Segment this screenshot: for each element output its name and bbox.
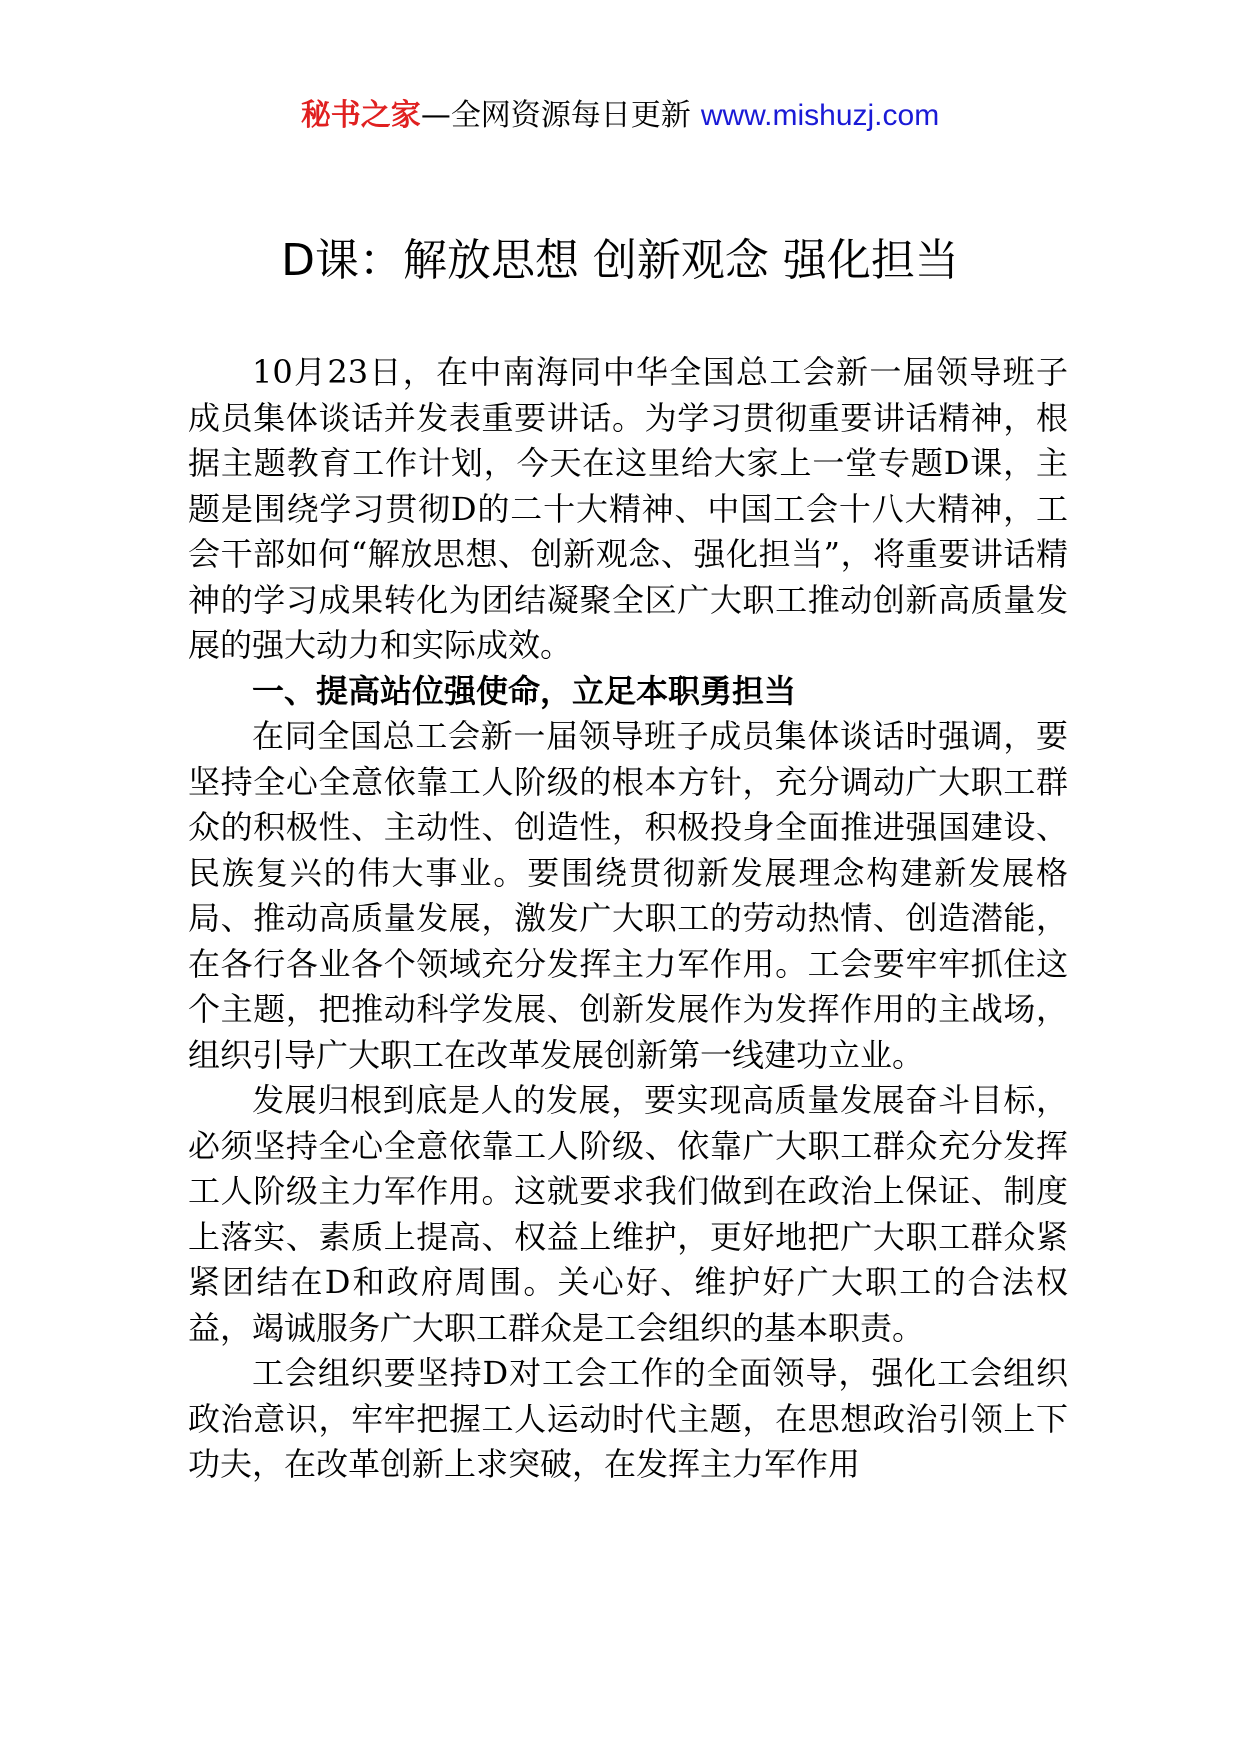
site-header [0, 96, 1240, 136]
section-heading-1: 一、提高站位强使命，立足本职勇担当 [252, 671, 797, 710]
site-tagline: —全网资源每日更新 [420, 98, 691, 133]
site-url[interactable]: www.mishuzj.com [700, 99, 940, 132]
paragraph-2: 发展归根到底是人的发展，要实现高质量发展奋斗目标，必须坚持全心全意依靠工人阶级、依靠广大职工群众充分发挥工人阶级主力军作用。这就要求我们做到在政治上保证、制度上落实、素质上提高、权益上维护，更好地把广大职工群众紧紧团结在D和政府周围。关心好、维护好广大职工的合法权益，竭诚服务广大职工群众是工会组织的基本职责。 [188, 1081, 1068, 1347]
document-body [188, 350, 1068, 1488]
paragraph-3: 工会组织要坚持D对工会工作的全面领导，强化工会组织政治意识，牢牢把握工人运动时代主题，在思想政治引领上下功夫，在改革创新上求突破，在发挥主力军作用 [188, 1354, 1068, 1483]
paragraph-intro: 10月23日，在中南海同中华全国总工会新一届领导班子成员集体谈话并发表重要讲话。为学习贯彻重要讲话精神，根据主题教育工作计划，今天在这里给大家上一堂专题D课，主题是围绕学习贯彻D的二十大精神、中国工会十八大精神，工会干部如何“解放思想、创新观念、强化担当”，将重要讲话精神的学习成果转化为团结凝聚全区广大职工推动创新高质量发展的强大动力和实际成效。 [188, 353, 1068, 664]
site-brand: 秘书之家 [300, 98, 421, 133]
paragraph-1: 在同全国总工会新一届领导班子成员集体谈话时强调，要坚持全心全意依靠工人阶级的根本方针，充分调动广大职工群众的积极性、主动性、创造性，积极投身全面推进强国建设、民族复兴的伟大事业。要围绕贯彻新发展理念构建新发展格局、推动高质量发展，激发广大职工的劳动热情、创造潜能，在各行各业各个领域充分发挥主力军作用。工会要牢牢抓住这个主题，把推动科学发展、创新发展作为发挥作用的主战场，组织引导广大职工在改革发展创新第一线建功立业。 [188, 717, 1068, 1074]
document-title: D课：解放思想 创新观念 强化担当 [281, 235, 959, 286]
